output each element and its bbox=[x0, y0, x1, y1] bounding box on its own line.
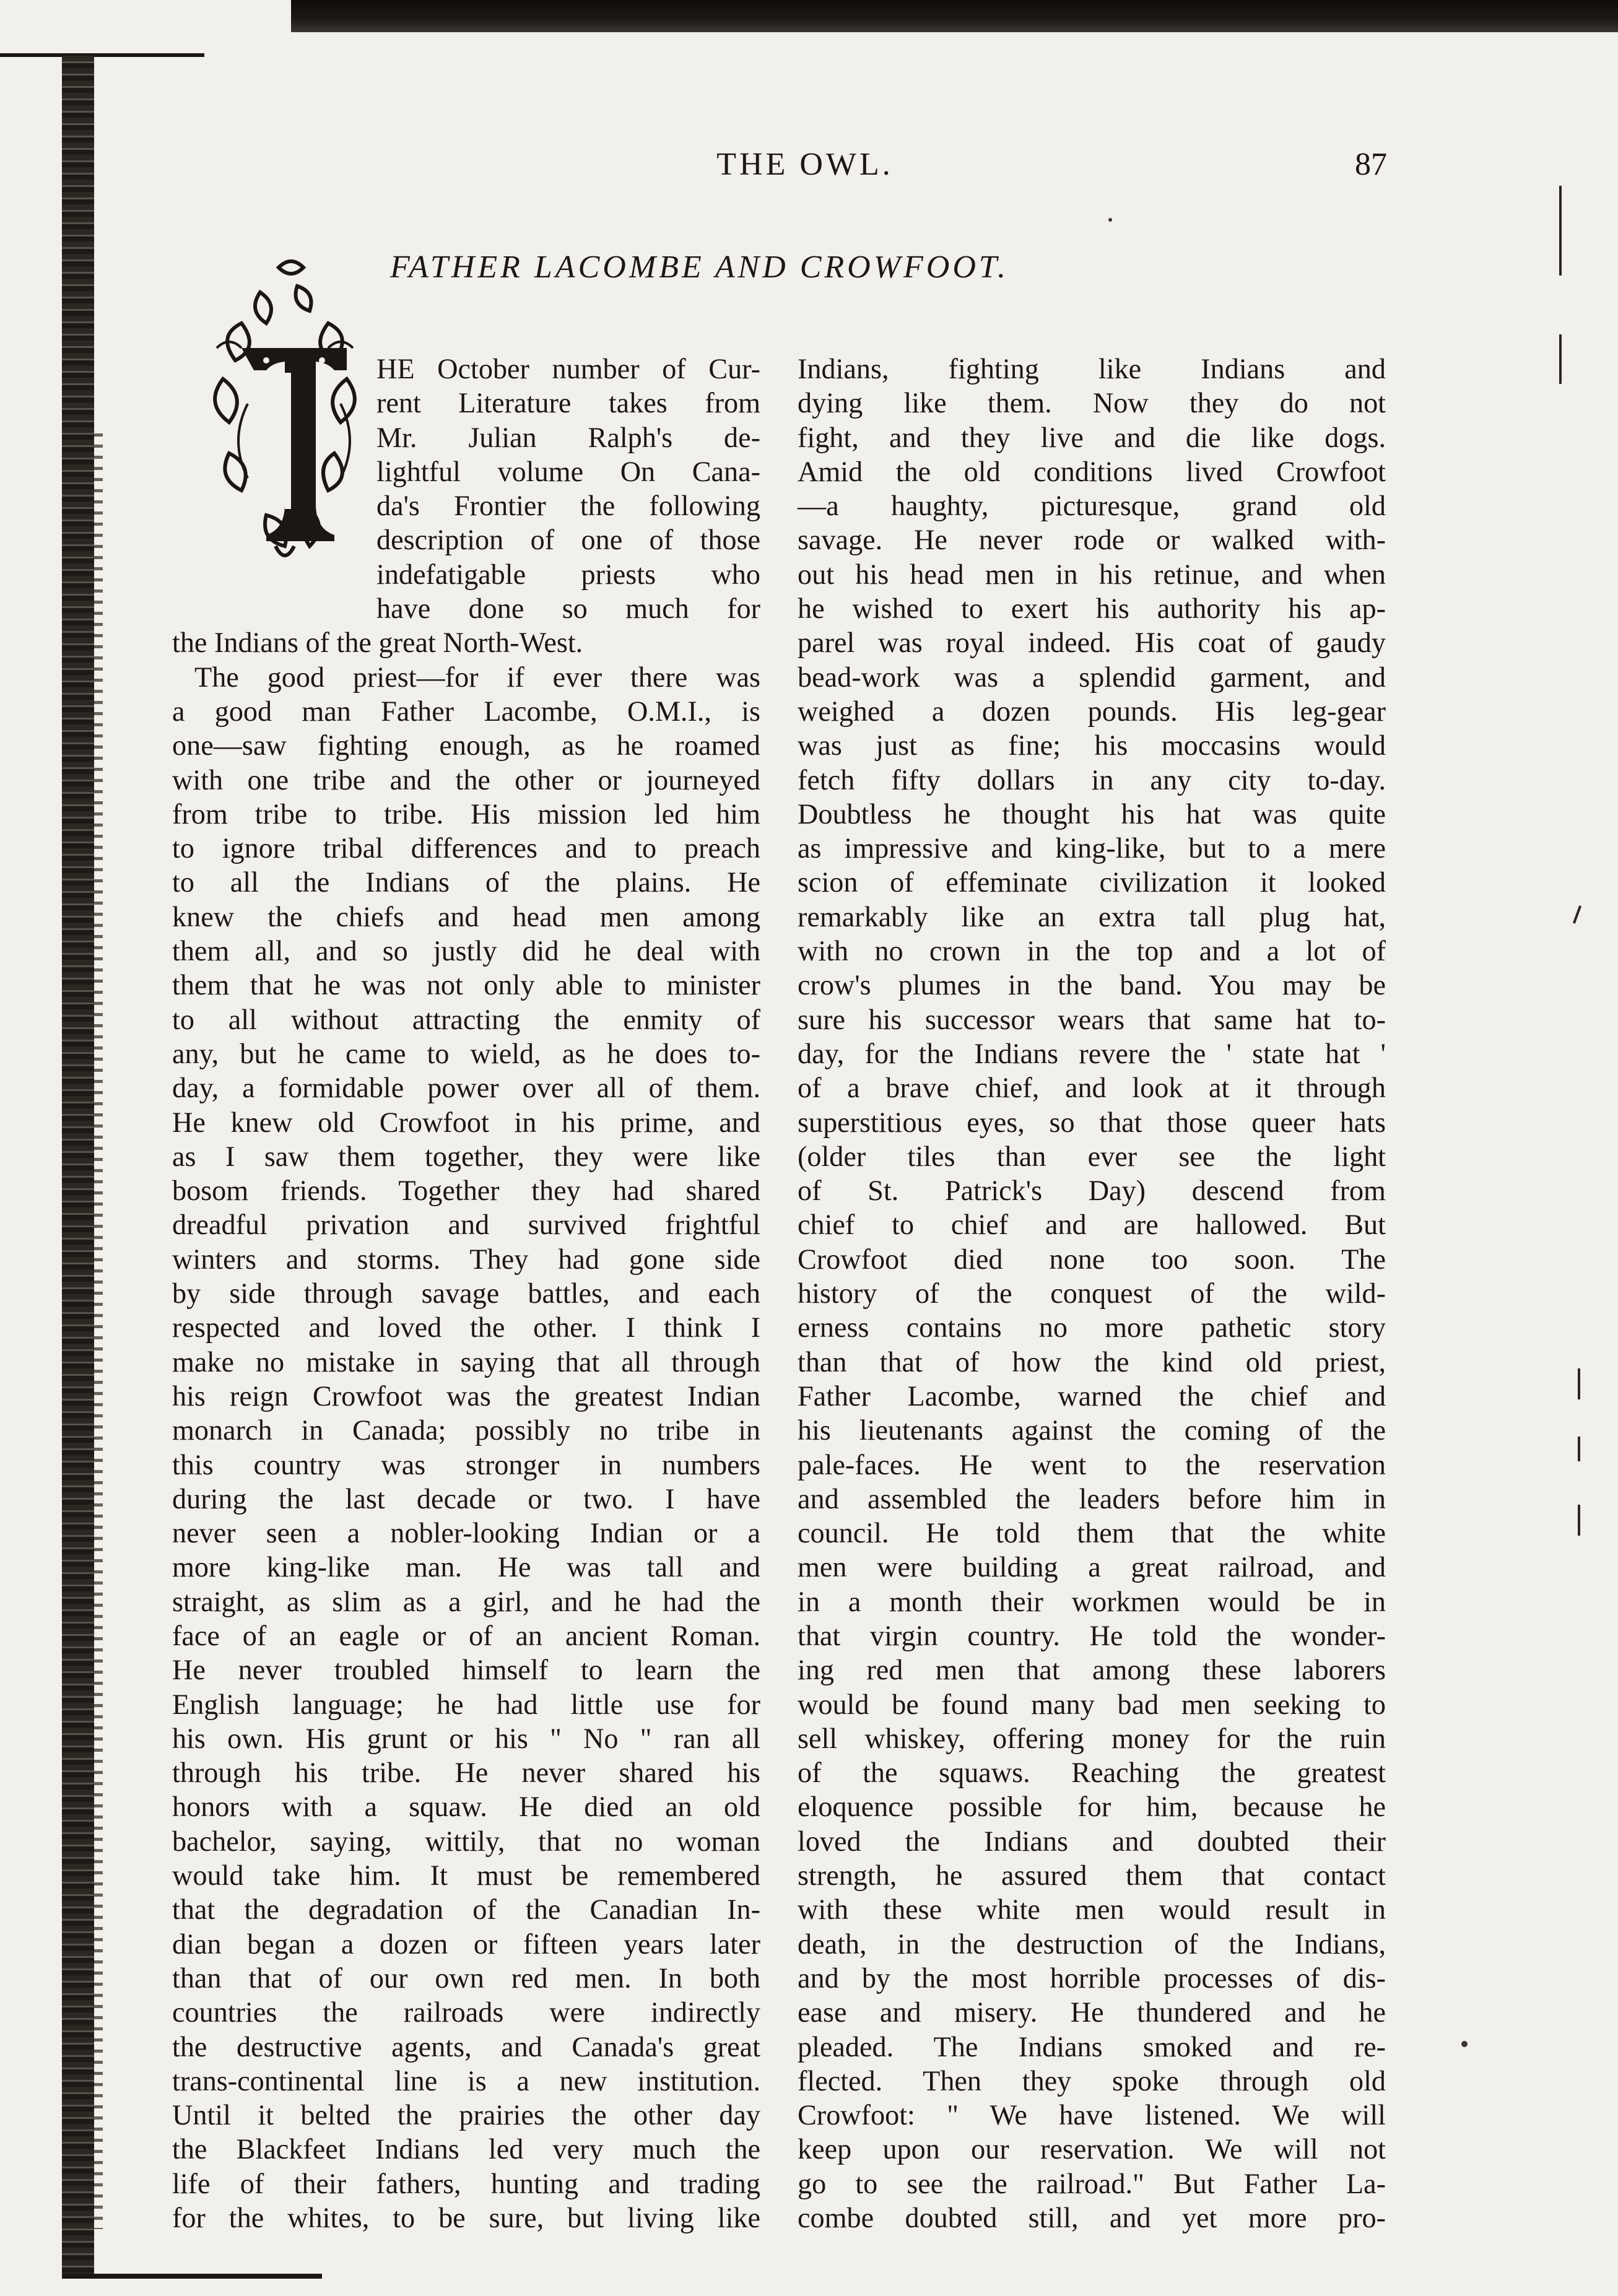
text-line: of the squaws. Reaching the greatest bbox=[798, 1757, 1386, 1789]
text-line: out his head men in his retinue, and when bbox=[798, 558, 1386, 590]
text-line: with no crown in the top and a lot of bbox=[798, 935, 1386, 967]
text-line: fetch fifty dollars in any city to-day. bbox=[798, 763, 1386, 796]
text-line: savage. He never rode or walked with- bbox=[798, 524, 1386, 556]
scan-top-edge bbox=[291, 0, 1618, 32]
text-line: his reign Crowfoot was the greatest Indian bbox=[172, 1380, 760, 1412]
text-line: straight, as slim as a girl, and he had the bbox=[172, 1585, 760, 1617]
margin-mark bbox=[1573, 905, 1581, 924]
text-line: this country was stronger in numbers bbox=[172, 1448, 760, 1481]
text-line: chief to chief and are hallowed. But bbox=[798, 1209, 1386, 1241]
margin-mark bbox=[1559, 186, 1562, 276]
binding-shadow bbox=[94, 433, 103, 2229]
text-line: superstitious eyes, so that those queer hats bbox=[798, 1106, 1386, 1138]
text-line: go to see the railroad." But Father La- bbox=[798, 2167, 1386, 2199]
text-line: in a month their workmen would be in bbox=[798, 1585, 1386, 1617]
text-line: and by the most horrible processes of dis- bbox=[798, 1962, 1386, 1994]
text-line: with these white men would result in bbox=[798, 1894, 1386, 1926]
text-line: never seen a nobler-looking Indian or a bbox=[172, 1517, 760, 1549]
text-line: honors with a squaw. He died an old bbox=[172, 1791, 760, 1823]
page-number: 87 bbox=[1355, 147, 1387, 182]
text-line: to all the Indians of the plains. He bbox=[172, 866, 760, 898]
text-line: day, a formidable power over all of them. bbox=[172, 1072, 760, 1104]
text-line: winters and storms. They had gone side bbox=[172, 1243, 760, 1275]
text-line: would take him. It must be remembered bbox=[172, 1859, 760, 1892]
text-line: and assembled the leaders before him in bbox=[798, 1482, 1386, 1515]
text-line: more king-like man. He was tall and bbox=[172, 1551, 760, 1583]
text-line: He never troubled himself to learn the bbox=[172, 1654, 760, 1686]
text-line: —a haughty, picturesque, grand old bbox=[798, 490, 1386, 522]
text-line: day, for the Indians revere the ' state hat ' bbox=[798, 1037, 1386, 1069]
text-line: scion of effeminate civilization it looked bbox=[798, 866, 1386, 898]
text-line: by side through savage battles, and each bbox=[172, 1277, 760, 1310]
text-line: remarkably like an extra tall plug hat, bbox=[798, 900, 1386, 933]
text-line: dreadful privation and survived frightful bbox=[172, 1209, 760, 1241]
text-line: his own. His grunt or his " No " ran all bbox=[172, 1722, 760, 1754]
text-line: eloquence possible for him, because he bbox=[798, 1791, 1386, 1823]
text-line: da's Frontier the following bbox=[376, 490, 760, 522]
running-title: THE OWL. bbox=[716, 147, 894, 182]
margin-mark bbox=[1578, 1505, 1580, 1536]
text-line: than that of our own red men. In both bbox=[172, 1962, 760, 1994]
text-line: parel was royal indeed. His coat of gaudy bbox=[798, 627, 1386, 659]
text-line: would be found many bad men seeking to bbox=[798, 1688, 1386, 1720]
text-line: as I saw them together, they were like bbox=[172, 1140, 760, 1172]
text-line: through his tribe. He never shared his bbox=[172, 1757, 760, 1789]
text-line: trans-continental line is a new institution. bbox=[172, 2064, 760, 2097]
text-line: have done so much for bbox=[376, 593, 760, 625]
text-line: bead-work was a splendid garment, and bbox=[798, 661, 1386, 693]
text-line: countries the railroads were indirectly bbox=[172, 1996, 760, 2029]
text-line: weighed a dozen pounds. His leg-gear bbox=[798, 695, 1386, 727]
margin-mark bbox=[1578, 1437, 1580, 1461]
text-line: from tribe to tribe. His mission led him bbox=[172, 798, 760, 830]
text-line: was just as fine; his moccasins would bbox=[798, 729, 1386, 762]
scan-top-rule bbox=[0, 53, 204, 57]
text-line: one—saw fighting enough, as he roamed bbox=[172, 729, 760, 762]
text-line: during the last decade or two. I have bbox=[172, 1482, 760, 1515]
text-line: crow's plumes in the band. You may be bbox=[798, 969, 1386, 1001]
text-line: erness contains no more pathetic story bbox=[798, 1311, 1386, 1344]
text-line: men were building a great railroad, and bbox=[798, 1551, 1386, 1583]
text-line: combe doubted still, and yet more pro- bbox=[798, 2202, 1386, 2234]
text-line: ing red men that among these laborers bbox=[798, 1654, 1386, 1686]
text-line: the Blackfeet Indians led very much the bbox=[172, 2133, 760, 2165]
text-line: history of the conquest of the wild- bbox=[798, 1277, 1386, 1310]
text-line: indefatigable priests who bbox=[376, 558, 760, 590]
text-line: fight, and they live and die like dogs. bbox=[798, 421, 1386, 453]
text-line: dying like them. Now they do not bbox=[798, 387, 1386, 419]
text-line: council. He told them that the white bbox=[798, 1517, 1386, 1549]
text-line: that the degradation of the Canadian In- bbox=[172, 1894, 760, 1926]
text-line: knew the chiefs and head men among bbox=[172, 900, 760, 933]
text-line: rent Literature takes from bbox=[376, 387, 760, 419]
text-column-right bbox=[798, 352, 1386, 2235]
text-line: Father Lacombe, warned the chief and bbox=[798, 1380, 1386, 1412]
text-line: pleaded. The Indians smoked and re- bbox=[798, 2030, 1386, 2063]
text-line: the Indians of the great North-West. bbox=[172, 627, 583, 659]
text-line: keep upon our reservation. We will not bbox=[798, 2133, 1386, 2165]
text-line: The good priest—for if ever there was bbox=[194, 661, 760, 693]
text-line: of a brave chief, and look at it through bbox=[798, 1072, 1386, 1104]
ink-speck bbox=[1108, 218, 1112, 222]
text-line: sell whiskey, offering money for the ruin bbox=[798, 1722, 1386, 1754]
text-line: bosom friends. Together they had shared bbox=[172, 1175, 760, 1207]
text-line: the destructive agents, and Canada's great bbox=[172, 2030, 760, 2063]
text-line: Until it belted the prairies the other day bbox=[172, 2099, 760, 2131]
text-line: ease and misery. He thundered and he bbox=[798, 1996, 1386, 2029]
text-line: Mr. Julian Ralph's de- bbox=[376, 421, 760, 453]
text-line: He knew old Crowfoot in his prime, and bbox=[172, 1106, 760, 1138]
text-line: sure his successor wears that same hat to- bbox=[798, 1003, 1386, 1035]
text-line: Amid the old conditions lived Crowfoot bbox=[798, 455, 1386, 487]
text-line: to all without attracting the enmity of bbox=[172, 1003, 760, 1035]
text-line: them that he was not only able to minister bbox=[172, 969, 760, 1001]
text-line: (older tiles than ever see the light bbox=[798, 1140, 1386, 1172]
text-column-left bbox=[172, 352, 760, 2235]
margin-mark bbox=[1559, 334, 1562, 384]
text-line: than that of how the kind old priest, bbox=[798, 1346, 1386, 1378]
text-line: Crowfoot: " We have listened. We will bbox=[798, 2099, 1386, 2131]
text-line: Crowfoot died none too soon. The bbox=[798, 1243, 1386, 1275]
text-line: for the whites, to be sure, but living like bbox=[172, 2202, 760, 2234]
text-line: flected. Then they spoke through old bbox=[798, 2064, 1386, 2097]
text-line: bachelor, saying, wittily, that no woman bbox=[172, 1825, 760, 1857]
text-line: English language; he had little use for bbox=[172, 1688, 760, 1720]
text-line: strength, he assured them that contact bbox=[798, 1859, 1386, 1892]
text-line: any, but he came to wield, as he does to- bbox=[172, 1037, 760, 1069]
text-line: lightful volume On Cana- bbox=[376, 455, 760, 487]
text-line: dian began a dozen or fifteen years later bbox=[172, 1928, 760, 1960]
text-line: a good man Father Lacombe, O.M.I., is bbox=[172, 695, 760, 727]
text-line: face of an eagle or of an ancient Roman. bbox=[172, 1619, 760, 1651]
text-line: Indians, fighting like Indians and bbox=[798, 353, 1386, 385]
article-title: FATHER LACOMBE AND CROWFOOT. bbox=[390, 250, 1009, 285]
scan-bottom-rule bbox=[62, 2274, 322, 2279]
text-line: HE October number of Cur- bbox=[376, 353, 760, 385]
text-line: description of one of those bbox=[376, 524, 760, 556]
text-line: death, in the destruction of the Indians, bbox=[798, 1928, 1386, 1960]
text-line: them all, and so justly did he deal with bbox=[172, 935, 760, 967]
text-line: life of their fathers, hunting and trading bbox=[172, 2167, 760, 2199]
text-line: his lieutenants against the coming of the bbox=[798, 1414, 1386, 1446]
text-line: with one tribe and the other or journeyed bbox=[172, 763, 760, 796]
text-line: he wished to exert his authority his ap- bbox=[798, 593, 1386, 625]
text-line: as impressive and king-like, but to a mere bbox=[798, 832, 1386, 864]
text-line: that virgin country. He told the wonder- bbox=[798, 1619, 1386, 1651]
text-line: pale-faces. He went to the reservation bbox=[798, 1448, 1386, 1481]
text-line: Doubtless he thought his hat was quite bbox=[798, 798, 1386, 830]
text-line: respected and loved the other. I think I bbox=[172, 1311, 760, 1344]
text-line: loved the Indians and doubted their bbox=[798, 1825, 1386, 1857]
ink-speck bbox=[1461, 2041, 1468, 2047]
text-line: to ignore tribal differences and to preach bbox=[172, 832, 760, 864]
text-line: of St. Patrick's Day) descend from bbox=[798, 1175, 1386, 1207]
text-line: make no mistake in saying that all through bbox=[172, 1346, 760, 1378]
margin-mark bbox=[1578, 1368, 1580, 1399]
binding-edge bbox=[62, 56, 94, 2279]
text-line: monarch in Canada; possibly no tribe in bbox=[172, 1414, 760, 1446]
